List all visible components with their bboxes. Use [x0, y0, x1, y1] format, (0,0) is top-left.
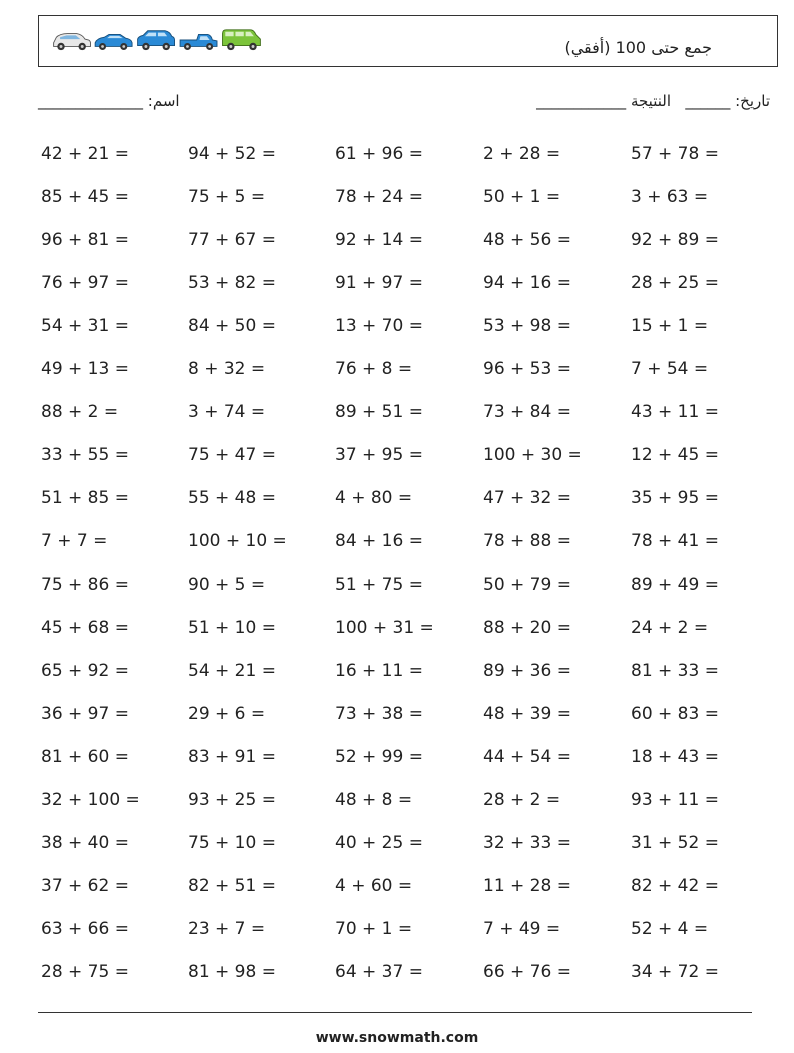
- footer-divider: [38, 1012, 752, 1013]
- problem-item: 76 + 97 =: [41, 273, 129, 294]
- problem-item: 49 + 13 =: [41, 359, 129, 380]
- problem-item: 93 + 11 =: [631, 789, 719, 810]
- problem-item: 18 + 43 =: [631, 746, 719, 767]
- problem-item: 89 + 49 =: [631, 574, 719, 595]
- problem-item: 53 + 82 =: [188, 273, 276, 294]
- problem-item: 90 + 5 =: [188, 574, 266, 595]
- date-line: ______: [685, 92, 731, 110]
- problem-item: 78 + 88 =: [483, 531, 571, 552]
- problem-item: 44 + 54 =: [483, 746, 571, 767]
- problem-item: 47 + 32 =: [483, 488, 571, 509]
- date-label: تاريخ:: [735, 92, 770, 110]
- problem-item: 57 + 78 =: [631, 144, 719, 164]
- problem-item: 96 + 53 =: [483, 359, 571, 380]
- problem-item: 48 + 8 =: [335, 789, 413, 810]
- problem-item: 51 + 75 =: [335, 574, 423, 595]
- problem-item: 85 + 45 =: [41, 187, 129, 208]
- problem-item: 50 + 1 =: [483, 187, 561, 208]
- problem-item: 54 + 21 =: [188, 660, 276, 681]
- problem-item: 7 + 54 =: [631, 359, 709, 380]
- problem-item: 84 + 16 =: [335, 531, 423, 552]
- problem-item: 78 + 41 =: [631, 531, 719, 552]
- problem-item: 88 + 2 =: [41, 402, 119, 423]
- problem-item: 37 + 95 =: [335, 445, 423, 466]
- problem-item: 12 + 45 =: [631, 445, 719, 466]
- problem-item: 7 + 7 =: [41, 531, 108, 552]
- problem-item: 3 + 74 =: [188, 402, 266, 423]
- problem-item: 16 + 11 =: [335, 660, 423, 681]
- name-line: ______________: [38, 92, 143, 110]
- problem-item: 45 + 68 =: [41, 617, 129, 638]
- problem-item: 75 + 5 =: [188, 187, 266, 208]
- footer-url: www.snowmath.com: [315, 1030, 479, 1046]
- problem-item: 73 + 38 =: [335, 703, 423, 724]
- problem-item: 34 + 72 =: [631, 961, 719, 982]
- problem-item: 77 + 67 =: [188, 230, 276, 251]
- problem-item: 64 + 37 =: [335, 961, 423, 982]
- problem-item: 52 + 99 =: [335, 746, 423, 767]
- problem-item: 48 + 39 =: [483, 703, 571, 724]
- problem-item: 81 + 33 =: [631, 660, 719, 681]
- problem-item: 100 + 10 =: [188, 531, 287, 552]
- problem-item: 28 + 2 =: [483, 789, 561, 810]
- problem-item: 48 + 56 =: [483, 230, 571, 251]
- problem-item: 82 + 51 =: [188, 875, 276, 896]
- problem-item: 61 + 96 =: [335, 144, 423, 164]
- problem-item: 92 + 89 =: [631, 230, 719, 251]
- problem-item: 83 + 91 =: [188, 746, 276, 767]
- problem-item: 35 + 95 =: [631, 488, 719, 509]
- problem-item: 4 + 80 =: [335, 488, 413, 509]
- problem-item: 38 + 40 =: [41, 832, 129, 853]
- problem-item: 23 + 7 =: [188, 918, 266, 939]
- problem-item: 13 + 70 =: [335, 316, 423, 337]
- problem-item: 33 + 55 =: [41, 445, 129, 466]
- score-line: ____________: [536, 92, 627, 110]
- problem-item: 40 + 25 =: [335, 832, 423, 853]
- problem-item: 73 + 84 =: [483, 402, 571, 423]
- problem-item: 4 + 60 =: [335, 875, 413, 896]
- problem-item: 76 + 8 =: [335, 359, 413, 380]
- problem-item: 91 + 97 =: [335, 273, 423, 294]
- problem-item: 51 + 10 =: [188, 617, 276, 638]
- problem-item: 54 + 31 =: [41, 316, 129, 337]
- problem-item: 43 + 11 =: [631, 402, 719, 423]
- score-label: النتيجة: [630, 92, 671, 110]
- problem-item: 96 + 81 =: [41, 230, 129, 251]
- problem-item: 84 + 50 =: [188, 316, 276, 337]
- problem-item: 3 + 63 =: [631, 187, 709, 208]
- problem-item: 89 + 36 =: [483, 660, 571, 681]
- problem-item: 52 + 4 =: [631, 918, 709, 939]
- problem-item: 8 + 32 =: [188, 359, 266, 380]
- page-title: جمع حتى 100 (أفقي): [564, 38, 712, 57]
- problem-item: 15 + 1 =: [631, 316, 709, 337]
- problem-item: 28 + 75 =: [41, 961, 129, 982]
- problem-item: 55 + 48 =: [188, 488, 276, 509]
- problem-item: 7 + 49 =: [483, 918, 561, 939]
- problem-item: 100 + 30 =: [483, 445, 582, 466]
- problem-item: 82 + 42 =: [631, 875, 719, 896]
- problem-item: 24 + 2 =: [631, 617, 709, 638]
- problem-item: 2 + 28 =: [483, 144, 561, 164]
- problem-item: 94 + 52 =: [188, 144, 276, 164]
- problem-item: 60 + 83 =: [631, 703, 719, 724]
- problem-item: 81 + 98 =: [188, 961, 276, 982]
- problem-item: 88 + 20 =: [483, 617, 571, 638]
- problem-item: 66 + 76 =: [483, 961, 571, 982]
- problem-item: 81 + 60 =: [41, 746, 129, 767]
- problem-item: 100 + 31 =: [335, 617, 434, 638]
- problem-item: 75 + 47 =: [188, 445, 276, 466]
- problem-item: 93 + 25 =: [188, 789, 276, 810]
- problem-item: 53 + 98 =: [483, 316, 571, 337]
- problem-item: 94 + 16 =: [483, 273, 571, 294]
- problem-item: 37 + 62 =: [41, 875, 129, 896]
- problem-item: 89 + 51 =: [335, 402, 423, 423]
- problem-item: 32 + 100 =: [41, 789, 140, 810]
- problem-item: 42 + 21 =: [41, 144, 129, 164]
- problem-item: 51 + 85 =: [41, 488, 129, 509]
- problem-item: 11 + 28 =: [483, 875, 571, 896]
- problem-item: 29 + 6 =: [188, 703, 266, 724]
- problem-item: 78 + 24 =: [335, 187, 423, 208]
- problem-item: 50 + 79 =: [483, 574, 571, 595]
- problem-item: 28 + 25 =: [631, 273, 719, 294]
- problem-item: 75 + 10 =: [188, 832, 276, 853]
- problem-item: 75 + 86 =: [41, 574, 129, 595]
- name-label: اسم:: [147, 92, 180, 110]
- problem-item: 65 + 92 =: [41, 660, 129, 681]
- problem-item: 32 + 33 =: [483, 832, 571, 853]
- problem-item: 63 + 66 =: [41, 918, 129, 939]
- problem-item: 70 + 1 =: [335, 918, 413, 939]
- problem-item: 36 + 97 =: [41, 703, 129, 724]
- problem-item: 92 + 14 =: [335, 230, 423, 251]
- problem-item: 31 + 52 =: [631, 832, 719, 853]
